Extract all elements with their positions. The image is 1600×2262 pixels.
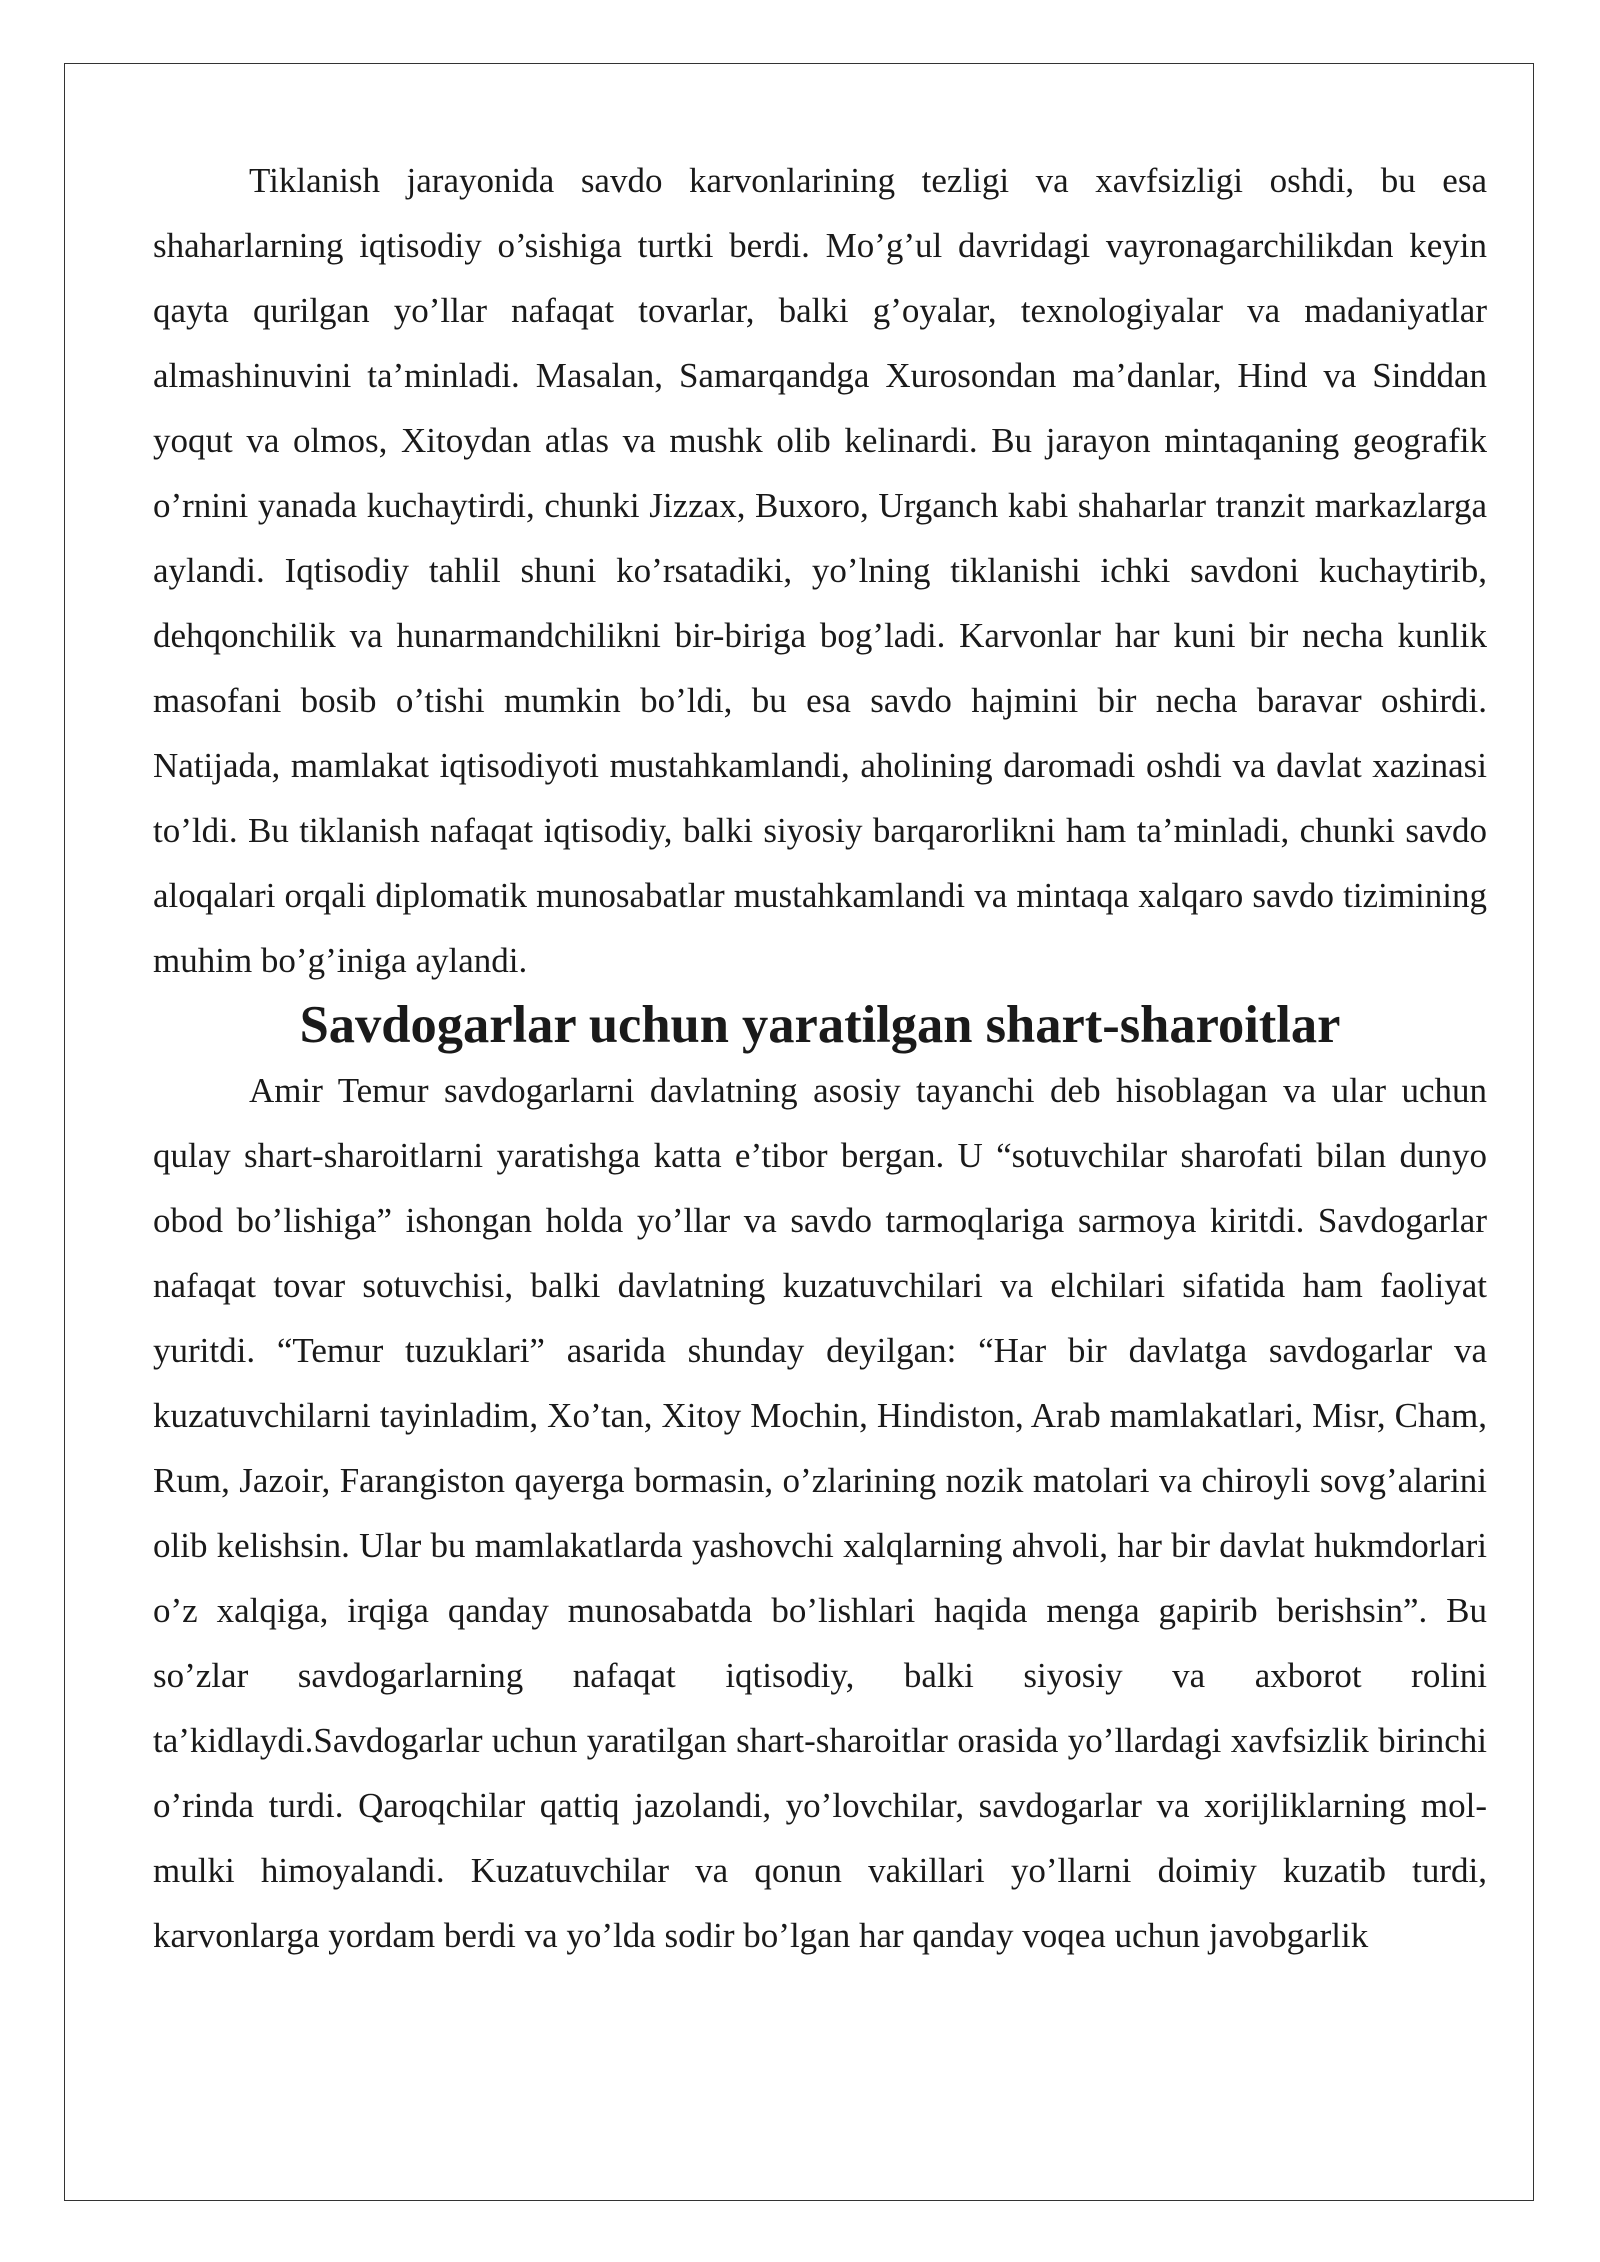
section-heading: Savdogarlar uchun yaratilgan shart-sharoitlar [299,996,1341,1054]
body-paragraph: Tiklanish jarayonida savdo karvonlarining tezligi va xavfsizligi oshdi, bu esa shaharlarning iqtisodiy o’sishiga turtki berdi. Mo’g’ul davridagi vayronagarchilikdan keyin qayta qurilgan yo’llar nafaqat tovarlar, balki g’oyalar, texnologiyalar va madaniyatlar almashinuvini ta’minladi. Masalan, Samarqandga Xurosondan ma’danlar, Hind va Sinddan yoqut va olmos, Xitoydan atlas va mushk olib kelinardi. Bu jarayon mintaqaning geografik o’rnini yanada kuchaytirdi, chunki Jizzax, Buxoro, Urganch kabi shaharlar tranzit markazlarga aylandi. Iqtisodiy tahlil shuni ko’rsatadiki, yo’lning tiklanishi ichki savdoni kuchaytirib, dehqonchilik va hunarmandchilikni bir-biriga bog’ladi. Karvonlar har kuni bir necha kunlik masofani bosib o’tishi mumkin bo’ldi, bu esa savdo hajmini bir necha baravar oshirdi. Natijada, mamlakat iqtisodiyoti mustahkamlandi, aholining daromadi oshdi va davlat xazinasi to’ldi. Bu tiklanish nafaqat iqtisodiy, balki siyosiy barqarorlikni ham ta’minladi, chunki savdo aloqalari orqali diplomatik munosabatlar mustahkamlandi va mintaqa xalqaro savdo tizimining muhim bo’g’iniga aylandi. [153,161,1487,980]
document-body [153,148,1487,1968]
body-paragraph: Amir Temur savdogarlarni davlatning asosiy tayanchi deb hisoblagan va ular uchun qulay shart-sharoitlarni yaratishga katta e’tibor bergan. U “sotuvchilar sharofati bilan dunyo obod bo’lishiga” ishongan holda yo’llar va savdo tarmoqlariga sarmoya kiritdi. Savdogarlar nafaqat tovar sotuvchisi, balki davlatning kuzatuvchilari va elchilari sifatida ham faoliyat yuritdi. “Temur tuzuklari” asarida shunday deyilgan: “Har bir davlatga savdogarlar va kuzatuvchilarni tayinladim, Xo’tan, Xitoy Mochin, Hindiston, Arab mamlakatlari, Misr, Cham, Rum, Jazoir, Farangiston qayerga bormasin, o’zlarining nozik matolari va chiroyli sovg’alarini olib kelishsin. Ular bu mamlakatlarda yashovchi xalqlarning ahvoli, har bir davlat hukmdorlari o’z xalqiga, irqiga qanday munosabatda bo’lishlari haqida menga gapirib berishsin”. Bu so’zlar savdogarlarning nafaqat iqtisodiy, balki siyosiy va axborot rolini ta’kidlaydi.Savdogarlar uchun yaratilgan shart-sharoitlar orasida yo’llardagi xavfsizlik birinchi o’rinda turdi. Qaroqchilar qattiq jazolandi, yo’lovchilar, savdogarlar va xorijliklarning mol-mulki himoyalandi. Kuzatuvchilar va qonun vakillari yo’llarni doimiy kuzatib turdi, karvonlarga yordam berdi va yo’lda sodir bo’lgan har qanday voqea uchun javobgarlik [153,1071,1487,1955]
